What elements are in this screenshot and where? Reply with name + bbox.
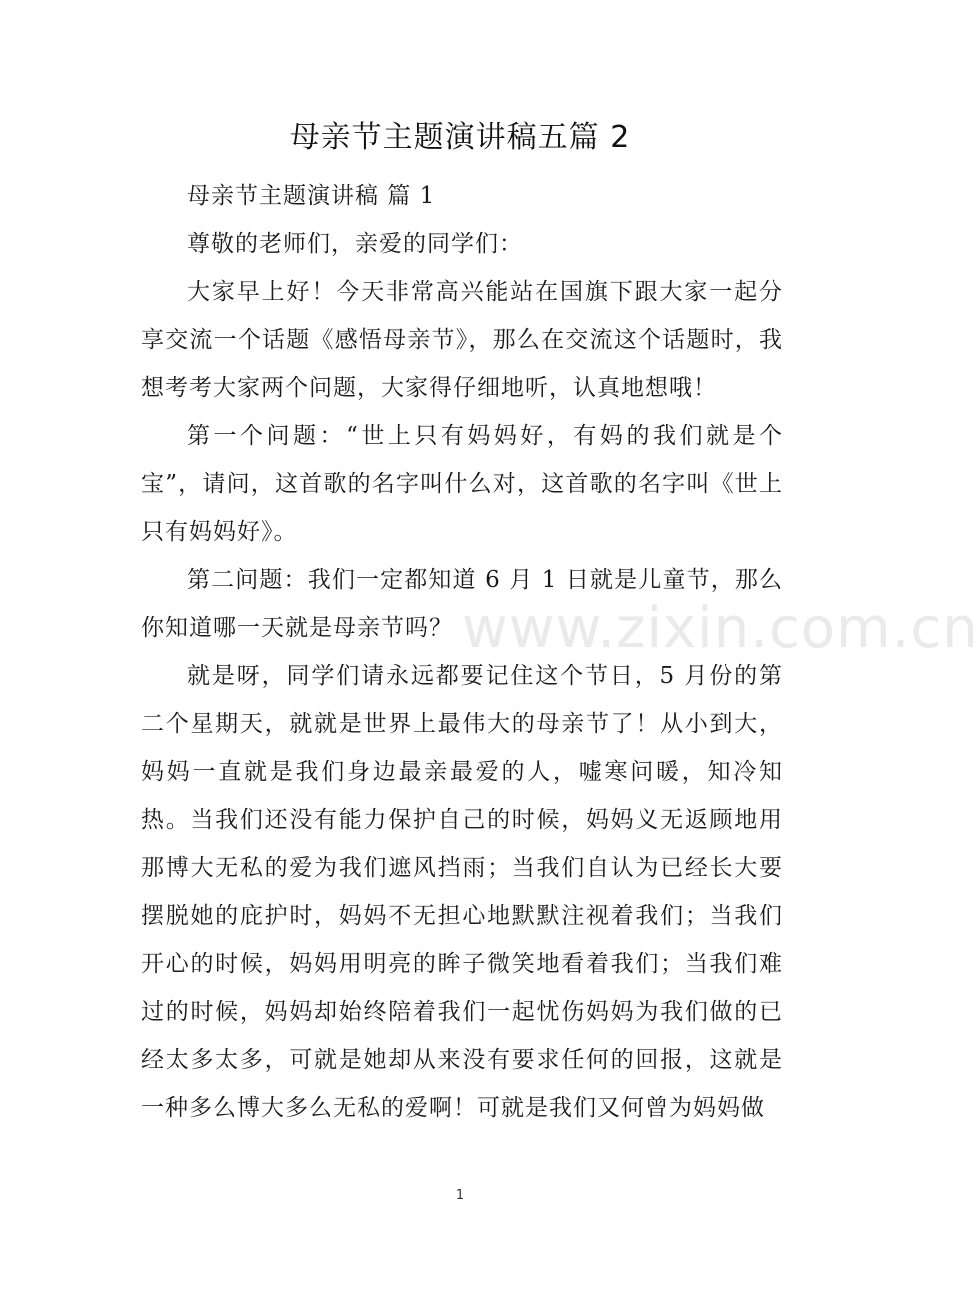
page-number: 1 bbox=[455, 1188, 465, 1203]
body-paragraph: 第二问题：我们一定都知道 6 月 1 日就是儿童节，那么你知道哪一天就是母亲节吗？ bbox=[141, 567, 783, 641]
watermark: www.zixin.com.cn bbox=[462, 596, 979, 661]
document-title: 母亲节主题演讲稿五篇 2 bbox=[289, 120, 631, 155]
salutation-paragraph: 尊敬的老师们，亲爱的同学们： bbox=[187, 231, 523, 257]
body-paragraph: 就是呀，同学们请永远都要记住这个节日，5 月份的第二个星期天，就就是世界上最伟大的母亲节了！从小到大，妈妈一直就是我们身边最亲最爱的人，嘘寒问暖，知冷知热。当我们还没有能力保护自己的时候，妈妈义无返顾地用那博大无私的爱为我们遮风挡雨；当我们自认为已经长大要摆脱她的庇护时，妈妈不无担心地默默注视着我们；当我们开心的时候，妈妈用明亮的眸子微笑地看着我们；当我们难过的时候，妈妈却始终陪着我们一起忧伤妈妈为我们做的已经太多太多，可就是她却从来没有要求任何的回报，这就是一种多么博大多么无私的爱啊！可就是我们又何曾为妈妈做 bbox=[141, 663, 783, 1121]
body-paragraph: 第一个问题：“世上只有妈妈好，有妈的我们就是个宝”，请问，这首歌的名字叫什么对，这首歌的名字叫《世上只有妈妈好》。 bbox=[141, 423, 783, 545]
section-heading: 母亲节主题演讲稿 篇 1 bbox=[187, 183, 436, 209]
body-paragraph: 大家早上好！今天非常高兴能站在国旗下跟大家一起分享交流一个话题《感悟母亲节》，那么在交流这个话题时，我想考考大家两个问题，大家得仔细地听，认真地想哦！ bbox=[141, 279, 783, 401]
document-body bbox=[141, 172, 783, 1132]
